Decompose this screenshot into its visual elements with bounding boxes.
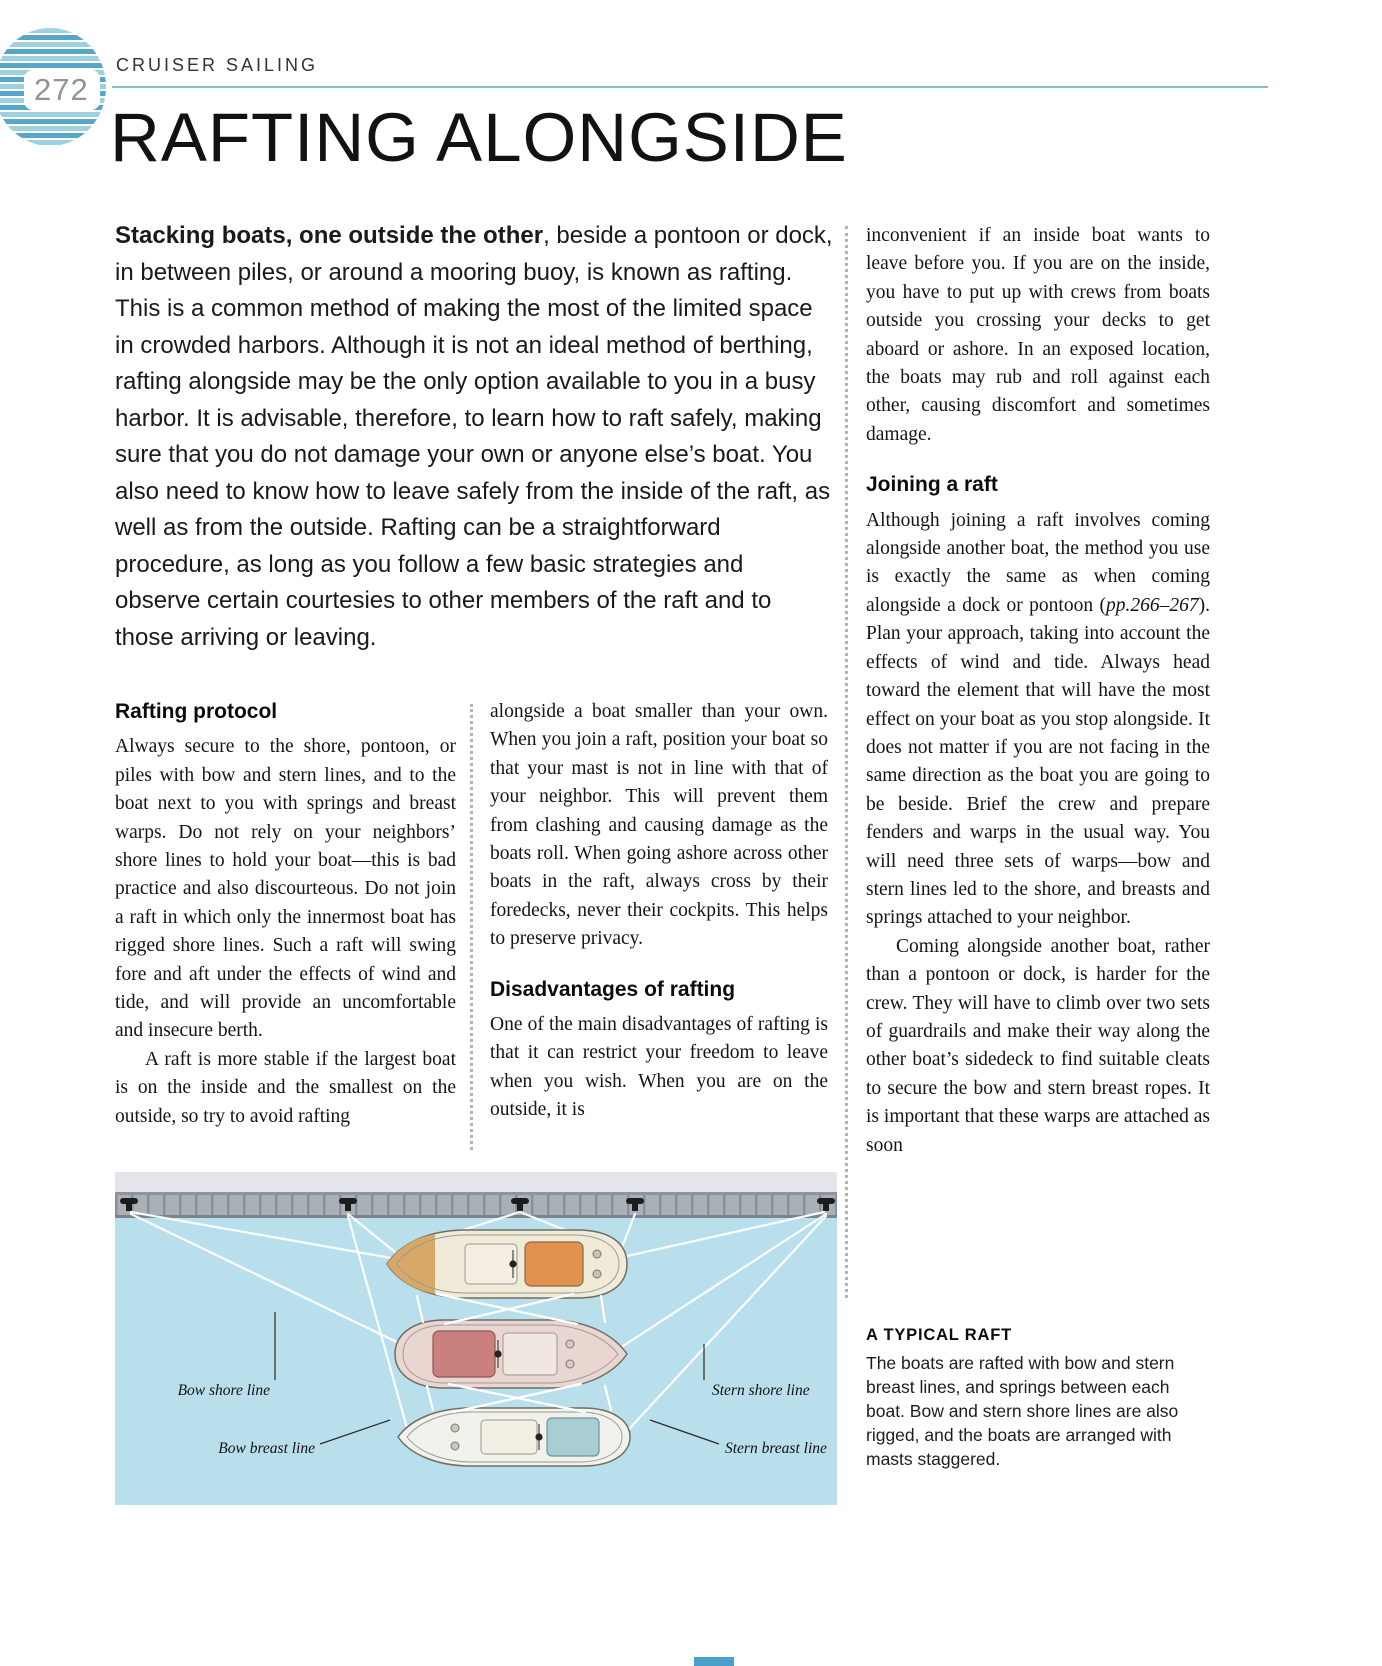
- left-column-paragraph-1: Always secure to the shore, pontoon, or piles with bow and stern lines, and to the boat next to you with springs and breast warps. Do not rely on your neighbors’ shore lines to hold your boat—this is bad practice and also discourteous. Do not join a raft in which only the innermost boat has rigged shore lines. Such a raft will swing fore and aft under the effects of wind and tide, and will provide an uncomfortable and insecure berth.: [115, 736, 456, 1042]
- intro-paragraph: [115, 218, 833, 656]
- caption-title: A TYPICAL RAFT: [866, 1326, 1012, 1344]
- right-para1-post: ). Plan your approach, taking into account the effects of wind and tide. Always head toward the element that will have the most effect on your boat as you stop alongside. It does not matter if you are not facing in the same direction as the boat you are going to be beside. Brief the crew and prepare fenders and warps in the usual way. You will need three sets of warps—bow and stern lines led to the shore, and breasts and springs attached to your neighbor.: [866, 594, 1210, 929]
- raft-illustration: [115, 1172, 837, 1505]
- middle-boat: [395, 1320, 627, 1388]
- left-column-paragraph-2: A raft is more stable if the largest boat is on the inside and the smallest on the outside, so try to avoid rafting: [115, 1048, 456, 1127]
- pontoon: [115, 1192, 837, 1218]
- middle-column-paragraph: One of the main disadvantages of rafting is that it can restrict your freedom to leave when you wish. When you are on the outside, it is: [490, 1014, 828, 1121]
- middle-column-continuation: alongside a boat smaller than your own. When you join a raft, position your boat so that your mast is not in line with that of your neighbor. This will prevent them from clashing and causing damage as the boats roll. When going ashore across other boats in the raft, always cross by their foredecks, never their cockpits. This helps to preserve privacy.: [490, 701, 828, 950]
- outer-boat-mast: [535, 1433, 542, 1440]
- column-separator-right: [845, 226, 848, 1298]
- right-column-continuation: inconvenient if an inside boat wants to leave before you. If you are on the inside, you have to put up with crews from boats outside you crossing your decks to get aboard or ashore. In an exposed location, the boats may rub and roll against each other, causing discomfort and sometimes damage.: [866, 225, 1210, 445]
- label-stern-shore-line: Stern shore line: [712, 1382, 810, 1399]
- label-stern-breast-line: Stern breast line: [725, 1440, 827, 1457]
- column-separator-left: [470, 704, 473, 1150]
- inner-boat-mast: [509, 1260, 516, 1267]
- heading-disadvantages: Disadvantages of rafting: [490, 977, 736, 1001]
- intro-rest: , beside a pontoon or dock, in between piles, or around a mooring buoy, is known as rafting. This is a common method of making the most of the limited space in crowded harbors. Although it is not an ideal method of berthing, rafting alongside may be the only option available to you in a busy harbor. It is advisable, therefore, to learn how to raft safely, making sure that you do not damage your own or anyone else’s boat. You also need to know how to leave safely from the inside of the raft, as well as from the outside. Rafting can be a straightforward procedure, as long as you follow a few basic strategies and observe certain courtesies to other members of the raft and to those arriving or leaving.: [115, 222, 833, 651]
- figure-caption: [866, 1326, 1206, 1471]
- section-header: CRUISER SAILING: [116, 55, 319, 75]
- page-title: RAFTING ALONGSIDE: [110, 99, 848, 176]
- page-footer-mark: [694, 1657, 734, 1666]
- header-rule: [112, 86, 1268, 88]
- middle-column: [490, 698, 828, 1125]
- outer-boat: [398, 1408, 630, 1466]
- inner-boat: [387, 1230, 627, 1298]
- label-bow-breast-line: Bow breast line: [218, 1440, 315, 1457]
- left-column: [115, 698, 456, 1131]
- right-column-paragraph-1: [866, 507, 1210, 933]
- middle-boat-mast: [494, 1350, 501, 1357]
- right-column: [866, 222, 1210, 1160]
- label-bow-shore-line: Bow shore line: [177, 1382, 270, 1399]
- dock-surface: [115, 1172, 837, 1192]
- right-para1-pre: Although joining a raft involves coming alongside another boat, the method you use is exactly the same as when coming alongside a dock or pontoon (: [866, 509, 1210, 616]
- caption-text: The boats are rafted with bow and stern breast lines, and springs between each boat. Bow and stern shore lines are also rigged, and the boats are arranged with masts staggered.: [866, 1353, 1179, 1469]
- page-number: 272: [24, 70, 100, 110]
- right-column-paragraph-2: Coming alongside another boat, rather than a pontoon or dock, is harder for the crew. They will have to climb over two sets of guardrails and make their way along the other boat’s sidedeck to find suitable cleats to secure the bow and stern breast ropes. It is important that these warps are attached as soon: [866, 935, 1210, 1156]
- heading-joining-a-raft: Joining a raft: [866, 473, 998, 497]
- intro-lead: Stacking boats, one outside the other: [115, 222, 544, 249]
- raft-figure: [115, 1172, 837, 1505]
- right-para1-page-ref: pp.266–267: [1106, 594, 1199, 616]
- heading-rafting-protocol: Rafting protocol: [115, 700, 278, 723]
